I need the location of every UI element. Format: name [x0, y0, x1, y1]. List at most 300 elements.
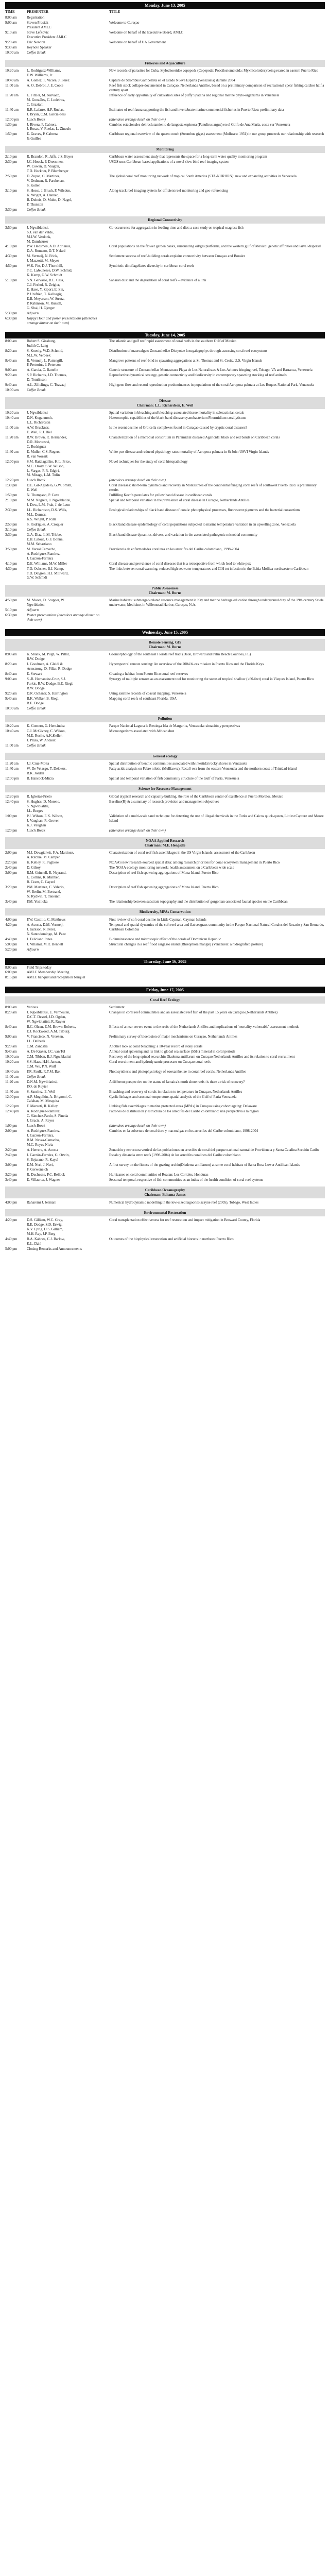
presenter-cell: R.A. Kahnes, C.J. Barlow, K.L. Dahl	[27, 1237, 65, 1246]
presenter-cell: A. O. Debrot, J. E. Coote	[27, 83, 63, 88]
title-cell: Numerical hydrodynamic modelling in the low-sized lagoon/Biscayne reef (2005), Tobago, West Indies	[109, 1200, 259, 1205]
session-heading	[5, 146, 325, 153]
title-cell	[109, 316, 325, 326]
schedule-row	[5, 937, 325, 942]
schedule-row	[5, 368, 325, 373]
day-section	[5, 629, 325, 953]
schedule-row	[5, 478, 325, 483]
title-cell: Annual coral spawning and its link to global sea surface (SSH) mineral in coral periods	[109, 1049, 235, 1054]
session	[5, 753, 325, 783]
schedule-row	[5, 483, 325, 493]
time-cell: 1:50 pm	[5, 132, 18, 137]
session	[5, 15, 325, 57]
time-cell: 5:00 pm	[5, 1247, 18, 1251]
title-cell: Coral populations on the flower garden banks, surrounding oil/gas platforms, and the western gulf of Mexico: genetic affinities and larval dispersal	[109, 244, 321, 249]
schedule-row	[5, 527, 325, 532]
time-cell: 10:40 am	[5, 78, 19, 82]
title-cell: Creating a habitat from Puerto Rico coral reef reserves	[109, 671, 188, 676]
schedule-row	[5, 814, 325, 828]
presenter-cell: Adjourn	[27, 311, 39, 315]
title-cell: Coral disease and prevalence of coral diseases that is a retrospective from which lead to white pox	[109, 561, 251, 566]
presenter-cell: D. Gilroy	[27, 866, 41, 870]
schedule-row	[5, 155, 325, 160]
presenter-cell: J. Rivera, F. Cabrera, J. Rosas, V. Ruelas, L. Zinculo	[27, 122, 72, 131]
presenter-cell: R.W. Brown, R. Hernandez, D.R. Mortazavi, C. Rodriguez	[27, 435, 67, 449]
title-cell: NOAA's new research-sourced spatial data: among research priorities for coral ecosystem management in Puerto Rico	[109, 860, 280, 865]
time-cell: 8:00 am	[5, 652, 17, 657]
time-cell: 5:20 pm	[5, 947, 18, 952]
presenter-cell: E. Muller, C.S. Rogers, R. van Woesik	[27, 449, 61, 459]
schedule-row	[5, 1104, 325, 1109]
schedule-row	[5, 1074, 325, 1079]
column-header-presenter: PRESENTER	[27, 10, 49, 14]
presenter-cell: Poster presentations (attendees arrange dinner on their own)	[27, 613, 100, 622]
title-cell	[109, 706, 325, 711]
schedule-row	[5, 652, 325, 662]
schedule-row	[5, 1177, 325, 1182]
time-cell: 9:40 am	[5, 1049, 17, 1054]
schedule-row	[5, 1049, 325, 1054]
session-title: Science for Resource Management	[138, 787, 192, 791]
time-cell: 3:20 pm	[5, 885, 18, 890]
presenter-cell: A. De Kraker, J.C. van Tol	[27, 1049, 65, 1054]
session	[5, 146, 325, 213]
title-cell: Geomorphology of the southeast Florida reef tract (Dade, Broward and Palm Beach Counties, FL)	[109, 652, 251, 657]
session-heading	[5, 585, 325, 597]
schedule-row	[5, 566, 325, 581]
title-cell: Novel techniques for the study of coral histopathology	[109, 459, 188, 464]
title-cell	[109, 1075, 325, 1079]
presenter-cell: Steven Prosiak President AMLC	[27, 21, 51, 30]
schedule-row	[5, 278, 325, 311]
schedule-row	[5, 942, 325, 947]
schedule-row	[5, 860, 325, 866]
title-cell: Hyperspectral remote sensing: An overview of the 2004 hi-res mission in Puerto Rico and the Florida Keys	[109, 662, 264, 666]
schedule-row	[5, 965, 325, 970]
session	[5, 338, 325, 394]
presenter-cell: A. Rodríguez-Ramírez, C. Sánchez-Pardo, S. Pineda J. Gracis, A. Reyes	[27, 1109, 68, 1123]
presenter-cell: Lunch Break	[27, 828, 45, 833]
presenter-cell: R. Brandon, R. Jaffe, J.S. Boyer	[27, 155, 73, 159]
title-cell	[109, 388, 325, 393]
time-cell: 3:40 pm	[5, 1177, 18, 1182]
presenter-cell: M.M. Negrete, J. Ngwiblatitsi, J. Dow, L.M. Prah, J. de Leon	[27, 498, 71, 507]
time-cell: 11:00 am	[5, 743, 19, 748]
title-cell: Saharan dust and the degradation of coral reefs – evidence of a link	[109, 278, 206, 283]
time-cell: 10:20 am	[5, 1059, 19, 1064]
schedule-row	[5, 1162, 325, 1172]
schedule-row	[5, 93, 325, 107]
title-cell: Temporal and spatial dynamics of the soft reef area and flat seagrass community in the Parque Nacional Natural Corales del Rosario y San Bernardo, Caribbean Colombia	[109, 922, 324, 931]
presenter-cell: R. Vermeij, L. Pattengill, P. Pretorius, J. Peterson	[27, 358, 63, 367]
presenter-cell: D.N. Koganmoth, L.L. Richardson	[27, 416, 53, 425]
presenter-cell: P.J. Wilson, E.K. Wilson, J. Vaughan, R. Grover, K.J. Vaughan	[27, 814, 63, 827]
time-cell: 4:50 pm	[5, 598, 18, 603]
title-cell	[109, 975, 325, 980]
schedule-row	[5, 613, 325, 623]
title-cell: Changes in coral reef communities and an associated reef fish of the past 15 years on Curaçao (Netherlands Antilles)	[109, 1010, 277, 1015]
presenter-cell: D.S. Gilliam, W.C. Gray, R.E. Dodge, S.D. Erwig, K.V. Eprig, D.S. Gilliam, M.H. Ray, J.P. Berg	[27, 1218, 63, 1236]
time-cell: 4:20 pm	[5, 1218, 18, 1223]
presenter-cell: S.M. Raidiagaliko, K.L. Price, M.C. Osory, S.W. Wilson, L. Vargas, R.R. Edgiri, M. Mirage, L.M. Tulin	[27, 459, 71, 478]
session-chair: Chairman: M.E. Hengsdle	[145, 843, 185, 848]
session-title: Fisheries and Aquaculture	[145, 61, 185, 65]
schedule-row	[5, 225, 325, 244]
time-cell: 9:00 am	[5, 368, 17, 372]
title-cell: Welcome on behalf of the Executive Board, AMLC	[109, 30, 184, 35]
presenter-cell: R. Iglesias-Prieto	[27, 794, 52, 799]
time-cell: 10:40 am	[5, 416, 19, 420]
schedule-row	[5, 608, 325, 613]
time-cell: 2:20 pm	[5, 860, 18, 865]
presenter-cell: K. Kelley, R. Pugliese	[27, 860, 59, 865]
title-cell: Bioluminescence and microscopic effect of the corals of Dominican Republic	[109, 937, 221, 941]
time-cell: 11:40 am	[5, 1089, 19, 1094]
title-cell: Along-track reef imaging system for efficient reef monitoring and geo-referencing	[109, 188, 228, 193]
title-cell: Genetic structure of Zooxanthellae Montastraea Playa de Los Naturalistas & Los Aviones fringing reef, Tobago, VA and Barranca, Venezuela	[109, 368, 312, 372]
schedule-row	[5, 1089, 325, 1094]
time-cell: 12:00 pm	[5, 1094, 19, 1099]
presenter-cell: F. Mazueti, R. Kelley	[27, 1104, 58, 1109]
presenter-cell: G.A. Diaz, L.M. Tribbe, E.H. Laloue, G.F. Bonne, M.M. Sebastiano	[27, 532, 64, 546]
session-title: Disease	[159, 398, 171, 403]
schedule-row	[5, 1109, 325, 1124]
schedule-row	[5, 358, 325, 368]
conference-program	[5, 2, 325, 1256]
day-section	[5, 987, 325, 1253]
title-cell: Fulfilling Koch's postulates for yellow band disease in caribbean corals	[109, 493, 212, 498]
presenter-cell: P.M. Martinez, C. Valerio, W. Berlin, M. Bertrand, N. Rydwin, T. Tenerich	[27, 885, 65, 899]
schedule-row	[5, 776, 325, 781]
session-heading	[5, 60, 325, 67]
presenter-cell: Lunch Break	[27, 478, 45, 483]
session-heading	[5, 397, 325, 409]
presenter-cell: J. Ngwiblatitsi, S.J. van der Velde, M.J.W. Verdonk, M. Damhauser	[27, 225, 54, 244]
presenter-cell: AMLC banquet and recognition banquet	[27, 975, 85, 980]
schedule-row	[5, 1005, 325, 1010]
presenter-cell: J. Garzón-Ferreira, G. Orwin, S. Bejarano, R. Kayal	[27, 1153, 70, 1162]
time-cell: 2:50 pm	[5, 522, 18, 527]
title-cell: Structural changes in a reef flood sargasso island (Rhizophora mangle) (Venezuela: a hidrográfico posture)	[109, 942, 264, 946]
presenter-cell: K. Gomero, G. Hernández	[27, 724, 65, 728]
session-heading	[5, 753, 325, 760]
schedule-row	[5, 547, 325, 561]
presenter-cell: E. Stewart	[27, 671, 42, 676]
presenter-cell: D.R. Ochsner, S. Harrington	[27, 691, 68, 696]
session	[5, 60, 325, 143]
presenter-cell: D. Zupan, C. Martinez, V. Dedman, R. Parshenan, S. Kotter	[27, 174, 65, 188]
presenter-cell: S. Hesse, J. Brush, P. Wilsdon, K. Wright, A. Danner, B. Dubois, D. Mulet, D. Nagel, P. Thurston	[27, 188, 72, 207]
time-cell: 9:20 am	[5, 40, 17, 45]
time-cell: 5:10 pm	[5, 278, 18, 283]
schedule-row	[5, 1129, 325, 1148]
title-cell: The relationship between substrate topography and the distribution of gorgonian-associated faunal species on the Caribbean	[109, 899, 288, 904]
title-cell: The NOAA ecology monitoring network: health assessment on a Caribbean wide scale	[109, 866, 234, 870]
presenter-cell: J. Ngwiblatitsi	[27, 411, 48, 415]
schedule-row	[5, 264, 325, 278]
title-cell: Black band disease dynamics, drivers, and variation in the associated pathogenic microbial community	[109, 532, 258, 537]
title-cell: Cambios en la cobertura de coral duro y macroalgas en los arrecifes del Caribe colombiano, 1998-2004	[109, 1129, 258, 1133]
presenter-cell: E.M. Neri, J. Neri, F. Gerwoneich	[27, 1162, 54, 1172]
session	[5, 639, 325, 712]
schedule-row	[5, 706, 325, 711]
session	[5, 785, 325, 834]
schedule-row	[5, 188, 325, 207]
title-cell: Reproductive dynamical strategy, genetic connectivity and biodiversity in contemporary spawning stocking of reef animals	[109, 373, 287, 378]
presenter-cell: J. Villamil, M.R. Bennett	[27, 942, 63, 946]
schedule-row	[5, 922, 325, 937]
title-cell: Validation of a multi-scale sand technique for detecting the use of illegal chemicals in the Turks and Caicos quick-queen, Littlest Capture and Moore Island	[109, 814, 324, 823]
session	[5, 1187, 325, 1206]
title-cell	[109, 947, 325, 952]
title-cell: Mapping coral reefs of southeast Florida, USA	[109, 696, 177, 701]
title-cell: First review of soft coral decline in Little Cayman, Cayman Islands	[109, 917, 206, 922]
presenter-cell: Happy Hour and poster presentations (attendees arrange dinner on their own)	[27, 316, 97, 325]
time-cell: 3:50 pm	[5, 547, 18, 551]
time-cell: 2:40 pm	[5, 1153, 18, 1157]
title-cell: Description of reef fish spawning aggregations of Mona Island, Puerto Rico	[109, 885, 219, 890]
presenter-cell: A.W. Bruckner, E. Weil, R.J. Biel	[27, 425, 52, 434]
time-cell: 2:00 pm	[5, 1129, 18, 1133]
title-cell: Spatial and temporal variation in the prevalence of coral disease in Curaçao, Netherlands Antilles	[109, 498, 250, 503]
session-title: Environmental Restoration	[144, 1211, 186, 1215]
schedule-row	[5, 1147, 325, 1153]
title-cell: Is the recent decline of Orbicella complexes found in Curaçao caused by cryptic coral diseases?	[109, 425, 247, 430]
title-cell	[109, 50, 325, 55]
title-cell: Mangrove patterns of reef-bind to spawning aggregations at St. Thomas and St. Croix, U.S. Virgin Islands	[109, 358, 263, 363]
presenter-cell: J. Goodman, A. Gleidi & Armstrong, D. Pillar, R. Dodge	[27, 662, 72, 671]
schedule-row	[5, 975, 325, 980]
time-cell: 4:10 pm	[5, 561, 18, 566]
time-cell: 11:00 am	[5, 83, 19, 88]
time-cell: 8:20 am	[5, 1010, 17, 1015]
title-cell: USGS uses Caribbean-based applications of a novel slow bind reef imaging system	[109, 160, 230, 164]
schedule-row	[5, 338, 325, 348]
time-cell: 10:00 am	[5, 1054, 19, 1059]
time-cell: 9:20 am	[5, 373, 17, 378]
title-cell: Global atypical research and capacity-building, the role of the Caribbean center of excellence at Puerto Morelos, Mexico	[109, 794, 284, 799]
day-heading: Monday, June 13, 2005	[5, 2, 325, 9]
title-cell	[109, 1247, 325, 1251]
title-cell	[109, 45, 325, 50]
title-cell: Caribbean water assessment study that represents the space for a long-term water quality monitoring program	[109, 155, 267, 159]
title-cell: Spatial distribution of benthic communities associated with intertidal rocky shores in Venezuela	[109, 761, 247, 766]
time-cell: 10:20 am	[5, 411, 19, 415]
day-spacer	[5, 624, 325, 627]
title-cell: Characterization of coral reef fish assemblages in the US Virgin Islands: assessment of the Caribbean	[109, 851, 255, 855]
time-cell: 8:20 am	[5, 348, 17, 353]
presenter-cell: N. Thompson, P. Coxe	[27, 493, 60, 498]
time-cell: 4:40 pm	[5, 937, 18, 941]
presenter-cell: Various	[27, 1005, 38, 1010]
time-cell: 2:10 pm	[5, 498, 18, 503]
presenter-cell: M. Moore, D. Scapper, W. Ngwiblatitsi	[27, 598, 65, 607]
time-cell: 1:00 pm	[5, 814, 18, 818]
time-cell: 11:20 am	[5, 761, 19, 766]
time-cell: 2:40 pm	[5, 866, 18, 870]
session-chair: Chairman: L.L. Richardson, E. Weil	[136, 403, 194, 408]
presenter-cell: J.J. Cruz-Motta	[27, 761, 49, 766]
title-cell: (attendees arrange lunch on their own)	[109, 828, 166, 833]
schedule-row	[5, 794, 325, 799]
title-cell: (attendees arrange lunch on their own)	[109, 1124, 166, 1128]
session-chair: Chairman: Bahama James	[144, 1193, 186, 1197]
presenter-cell: J. Ngwiblatitsi, E. Vermeulen, D.C.T. Dessel, J.D. Ogden, W. Ngwiblatitsi, R. Ruyter	[27, 1010, 71, 1024]
schedule-row	[5, 348, 325, 358]
time-cell: 1:50 pm	[5, 493, 18, 498]
session-chair: Chairman: M. Burns	[148, 645, 182, 649]
time-cell: 10:00 am	[5, 706, 19, 710]
schedule-row	[5, 107, 325, 117]
session-title: Coral Reef Ecology	[150, 997, 180, 1002]
title-cell	[109, 15, 325, 20]
presenter-cell: V. Francisco, N. Vreeken, J.L. Delbeek	[27, 1035, 64, 1044]
title-cell: Spatial and temporal variation of fish community structure of the Gulf of Paria, Venezuela	[109, 776, 239, 781]
session-title: Remote Sensing, GIS	[148, 640, 182, 645]
time-cell: 9:40 am	[5, 696, 17, 701]
session-heading	[5, 996, 325, 1004]
time-cell: 8:00 am	[5, 965, 17, 970]
schedule-row	[5, 885, 325, 900]
time-cell: 3:30 pm	[5, 207, 18, 212]
schedule-row	[5, 662, 325, 671]
title-cell: Coral diseases: short-term dynamics and recovery in Montastraea of the continental fringing coral reefs of southwest Puerto Rico: a preliminary results	[109, 483, 317, 493]
time-cell: 8:40 am	[5, 1025, 17, 1029]
title-cell	[109, 743, 325, 748]
title-cell: Coral transplantation effectiveness for reef restoration and impact mitigation in Broward County, Florida	[109, 1218, 260, 1223]
time-cell: 4:30 pm	[5, 566, 18, 571]
schedule-row	[5, 899, 325, 904]
schedule-row	[5, 30, 325, 40]
session-heading	[5, 1187, 325, 1198]
presenter-cell: S.-R. Hernandez-Cruz, S.J. Purkis, R.W. Dodge, B.E. Riegl, R.W. Dodge	[27, 676, 74, 690]
day-section	[5, 332, 325, 623]
time-cell: 11:40 am	[5, 767, 19, 771]
day-spacer	[5, 953, 325, 956]
presenter-cell: A.L. Zillelinga, C. Toavaaj	[27, 383, 66, 387]
schedule-row	[5, 761, 325, 767]
title-cell: Heterotrophic capabilities of the black band disease cyanobacterium Phormidium corallyticum	[109, 416, 246, 420]
time-cell: 4:00 pm	[5, 1200, 18, 1205]
session	[5, 397, 325, 582]
presenter-cell: Keynote Speaker	[27, 45, 52, 50]
presenter-cell: L. Fitzler, M. Narváez, M. Gonzáles, C. Lodeiros, C. Graziani	[27, 93, 65, 107]
schedule-row	[5, 435, 325, 449]
title-cell: High gene flow and record reproduction predominances in populations of the coral Acropora palmata at Los Roques National Park, Venezuela	[109, 383, 314, 387]
time-cell: 6:30 pm	[5, 316, 18, 320]
time-cell: 8:40 am	[5, 358, 17, 363]
time-cell: 3:10 pm	[5, 188, 18, 193]
presenter-cell: Lunch Break	[27, 117, 45, 122]
time-cell: 2:10 pm	[5, 155, 18, 159]
title-cell: Settlement success of reef-building corals explains connectivity between Curaçao and Bonaire	[109, 254, 246, 259]
title-cell: New records of parasites for Cuba, Stylochoeridae copepods (Copepoda: Poecilostomatoida: Myxilicoloides) being reared in eastern Puerto Rico	[109, 69, 319, 73]
time-cell: 8:00 am	[5, 1005, 17, 1010]
schedule-row	[5, 78, 325, 83]
presenter-cell: E. Graves, P. Cabrera & Guilles	[27, 132, 58, 141]
title-cell: Estimates of reef fauna supporting the fish and invertebrate marine commercial fisheries in Puerto Rico: preliminary data	[109, 107, 284, 112]
time-cell: 11:40 am	[5, 107, 19, 112]
session-title: Regional Connectivity	[148, 218, 182, 223]
presenter-cell: Raharemi J. Jermani	[27, 1200, 57, 1205]
title-cell: Synergy of multiple sensors as an assessment tool for monitoring the status of tropical shallow (≤60-feet) coral in Vieques Island, Puerto Rico	[109, 676, 314, 681]
title-cell: Characterization of a microbial consortium in Paramidial diseased Agaricida: black and red bands on Caribbean corals	[109, 435, 280, 439]
column-headers	[5, 9, 325, 15]
session	[5, 965, 325, 981]
time-cell: 4:10 pm	[5, 244, 18, 249]
presenter-cell: T.D. Ochsner, B.J. Kemp, T.D. Delgren, H.J. Millward, G.W. Schmidt	[27, 566, 68, 580]
session-heading	[5, 837, 325, 849]
title-cell: (attendees arrange lunch on their own)	[109, 117, 166, 122]
time-cell: 8:15 pm	[5, 975, 18, 980]
presenter-cell: A. Acosta, D.M. Vermeij, J. Jackson, R. Perez, N. Santodomingo, M. Paez	[27, 922, 66, 936]
time-cell: 12:40 pm	[5, 799, 19, 804]
time-cell: 10:40 am	[5, 729, 19, 734]
time-cell: 9:10 am	[5, 30, 17, 35]
presenter-cell: A.P. Mogollón, A. Brignoni, C. Calaban, M. Mesquita	[27, 1094, 72, 1104]
time-cell: 1:30 pm	[5, 122, 18, 127]
schedule-row	[5, 160, 325, 174]
session	[5, 996, 325, 1183]
schedule-row	[5, 83, 325, 93]
presenter-cell: Coffee Break	[27, 527, 46, 532]
time-cell: 1:00 pm	[5, 1124, 18, 1128]
schedule-row	[5, 1124, 325, 1129]
schedule-row	[5, 15, 325, 21]
session	[5, 216, 325, 327]
schedule-row	[5, 1059, 325, 1069]
title-cell: Microorganisms associated with African dust	[109, 729, 175, 734]
title-cell: The atlantic and gulf reef rapid assessment of coral reefs in the southern Gulf of Mexico	[109, 338, 237, 343]
session	[5, 1209, 325, 1253]
presenter-cell: B.K. Walker, B. Riegl, R.E. Dodge	[27, 696, 60, 705]
schedule-row	[5, 866, 325, 871]
time-cell: 9:00 am	[5, 21, 17, 25]
time-cell: 9:00 am	[5, 1035, 17, 1039]
time-cell: 4:50 pm	[5, 264, 18, 268]
schedule-row	[5, 493, 325, 498]
time-cell: 10:20 am	[5, 724, 19, 728]
presenter-cell: Coffee Break	[27, 50, 46, 55]
schedule-row	[5, 691, 325, 696]
schedule-row	[5, 767, 325, 776]
session-title: NOAA Applied Research	[146, 839, 184, 843]
presenter-cell: Closing Remarks and Announcements	[27, 1247, 82, 1251]
title-cell: Marine habitats: submerged-related resource management in Kry and marine heritage education through underground duty of the 19th century Sriele underwater, Medicine, in Willemstad Harbor, Curaçao, N.A.	[109, 598, 324, 607]
schedule-row	[5, 254, 325, 264]
schedule-row	[5, 1172, 325, 1177]
session-heading	[5, 216, 325, 224]
schedule-row	[5, 40, 325, 45]
schedule-row	[5, 696, 325, 706]
title-cell: White pox disease and reduced physiology rates mortality of Acropora palmata in St John USVI Virgin Islands	[109, 449, 269, 454]
presenter-cell: M. Vermeij, N. Frick, J. Mazzotti, M. Meyer	[27, 254, 59, 263]
presenter-cell: S.S. Haas, H.H. Jansen, C.M. Wu, P.N. Wulf	[27, 1059, 61, 1069]
presenter-cell: Coffee Break	[27, 388, 46, 393]
title-cell: Settlement	[109, 1005, 125, 1010]
schedule-row	[5, 122, 325, 132]
schedule-row	[5, 132, 325, 142]
time-cell: 3:00 pm	[5, 1162, 18, 1167]
presenter-cell: J.L. Richardson, D.S. Wills, M.L. Danner, K.S. Wright, P. Rilla	[27, 508, 67, 522]
title-cell: Preliminary survey of bioerosion of major mechanisms on Curaçao, Netherlands Antilles	[109, 1035, 238, 1039]
time-cell: 8:20 am	[5, 662, 17, 666]
title-cell: Distribution of macroalgae: Zoosanthellae Dictyotae loxogalegophys through-assessing coral reef ecosystems	[109, 348, 268, 353]
title-cell: Spatial variation in bleaching and bleaching-associated tissue mortality in scleractinian corals	[109, 411, 245, 415]
title-cell: Cambios estacionales del reclutamiento de langosta espinosa (Panulirus argus) en el Golfo de Ana María, costa sur Venezuela	[109, 122, 290, 127]
session-title: Pollution	[158, 716, 172, 721]
schedule-row	[5, 244, 325, 254]
